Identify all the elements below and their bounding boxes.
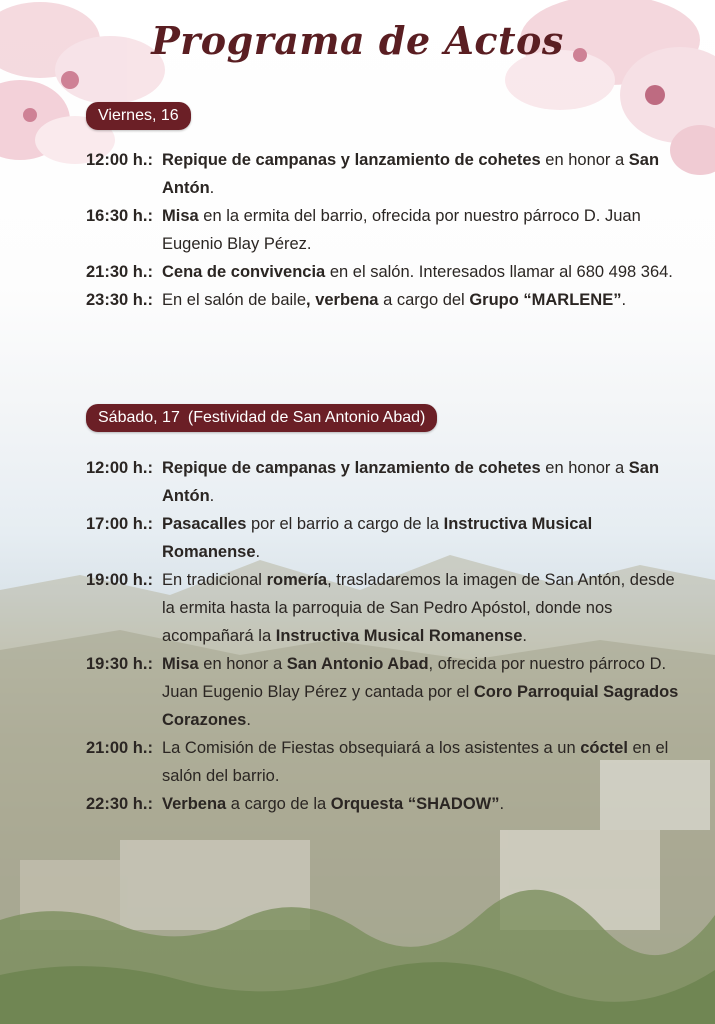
event-item [86, 790, 686, 818]
day-note: (Festividad de San Antonio Abad) [187, 409, 426, 426]
day-badge-viernes [86, 102, 191, 130]
day-label: Sábado, 17 [98, 409, 180, 426]
day-label: Viernes, 16 [98, 107, 179, 124]
event-item [86, 454, 686, 510]
event-time: 16:30 h.: [86, 207, 153, 225]
event-desc: La Comisión de Fiestas obsequiará a los asistentes a un cóctel en el salón del barrio. [162, 739, 669, 785]
event-time: 12:00 h.: [86, 459, 153, 477]
page-title: Programa de Actos [151, 18, 564, 63]
event-time: 21:00 h.: [86, 739, 153, 757]
event-item [86, 734, 686, 790]
event-desc: Misa en honor a San Antonio Abad, ofrecida por nuestro párroco D. Juan Eugenio Blay Pérez y cantada por el Coro Parroquial Sagrados Corazones. [162, 655, 679, 729]
event-item [86, 566, 686, 650]
event-item [86, 202, 686, 258]
event-desc: Repique de campanas y lanzamiento de cohetes en honor a San Antón. [162, 459, 660, 505]
event-desc: Misa en la ermita del barrio, ofrecida por nuestro párroco D. Juan Eugenio Blay Pérez. [162, 207, 641, 253]
event-list-viernes [86, 146, 686, 314]
event-desc: Verbena a cargo de la Orquesta “SHADOW”. [162, 795, 505, 813]
event-desc: Cena de convivencia en el salón. Interesados llamar al 680 498 364. [162, 263, 673, 281]
event-desc: Repique de campanas y lanzamiento de cohetes en honor a San Antón. [162, 151, 660, 197]
event-item [86, 650, 686, 734]
day-badge-sabado [86, 404, 437, 432]
event-time: 21:30 h.: [86, 263, 153, 281]
event-time: 12:00 h.: [86, 151, 153, 169]
event-item [86, 510, 686, 566]
event-list-sabado [86, 454, 686, 818]
event-desc: En el salón de baile, verbena a cargo del Grupo “MARLENE”. [162, 291, 627, 309]
event-time: 19:00 h.: [86, 571, 153, 589]
event-time: 19:30 h.: [86, 655, 153, 673]
event-desc: Pasacalles por el barrio a cargo de la Instructiva Musical Romanense. [162, 515, 593, 561]
event-time: 23:30 h.: [86, 291, 153, 309]
event-desc: En tradicional romería, trasladaremos la imagen de San Antón, desde la ermita hasta la parroquia de San Pedro Apóstol, donde nos acompañará la Instructiva Musical Romanense. [162, 571, 675, 645]
event-item [86, 286, 686, 314]
event-item [86, 146, 686, 202]
event-time: 22:30 h.: [86, 795, 153, 813]
event-time: 17:00 h.: [86, 515, 153, 533]
event-item [86, 258, 686, 286]
